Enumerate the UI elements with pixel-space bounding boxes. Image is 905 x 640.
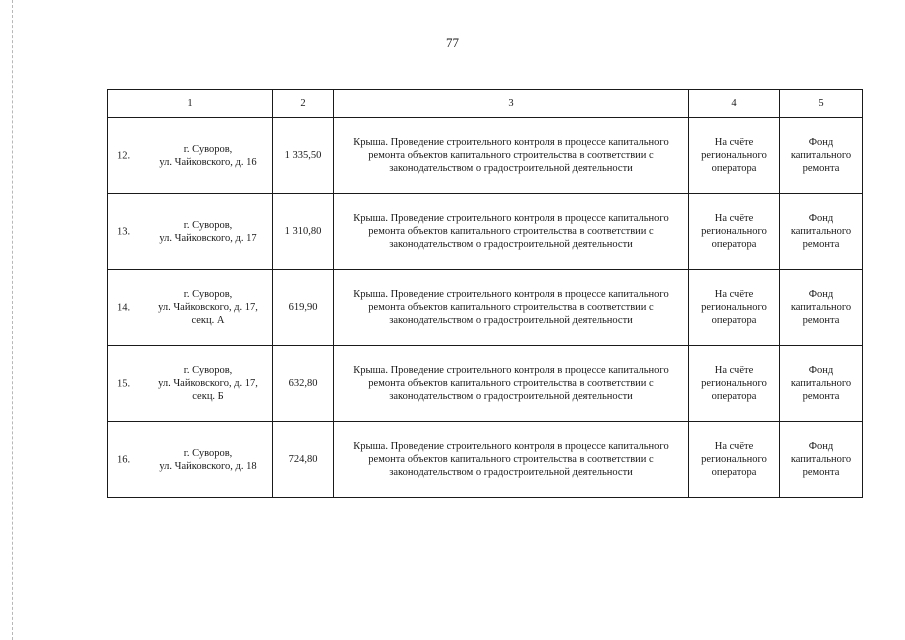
address-line-1: г. Суворов,	[183, 289, 233, 300]
row-number: 14.	[117, 302, 131, 313]
funding-source-cell: Фонд капитального ремонта	[780, 270, 863, 346]
address-line-2: ул. Чайковского, д. 18	[159, 460, 257, 472]
address-line-1: г. Суворов,	[183, 143, 233, 155]
address-line-2: ул. Чайковского, д. 16	[159, 156, 257, 168]
account-cell: На счёте регионального оператора	[689, 270, 780, 346]
funding-source-cell: Фонд капитального ремонта	[780, 346, 863, 422]
table-row	[108, 270, 863, 346]
address-line-2: ул. Чайковского, д. 17	[159, 232, 257, 244]
header-cell-3: 3	[334, 90, 689, 118]
header-cell-5: 5	[780, 90, 863, 118]
account-cell: На счёте регионального оператора	[689, 422, 780, 498]
work-description-cell: Крыша. Проведение строительного контроля в процессе капитального ремонта объектов капитального строительства в соответствии с законодательством о градостроительной деятельности	[334, 118, 689, 194]
area-cell: 632,80	[273, 346, 334, 422]
row-number: 13.	[117, 226, 131, 237]
address-line-2: ул. Чайковского, д. 17,	[158, 302, 258, 313]
header-cell-4: 4	[689, 90, 780, 118]
address-line-2: ул. Чайковского, д. 17,	[158, 378, 258, 389]
address-line-1: г. Суворов,	[183, 447, 233, 459]
row-number: 16.	[117, 454, 131, 465]
address-line-3: секц. Б	[192, 391, 224, 402]
table-header-row	[108, 90, 863, 118]
account-cell: На счёте регионального оператора	[689, 118, 780, 194]
table-row	[108, 194, 863, 270]
address-cell	[108, 118, 273, 194]
address-line-1: г. Суворов,	[183, 219, 233, 231]
funding-source-cell: Фонд капитального ремонта	[780, 118, 863, 194]
page-number: 77	[446, 35, 459, 50]
work-description-cell: Крыша. Проведение строительного контроля в процессе капитального ремонта объектов капитального строительства в соответствии с законодательством о градостроительной деятельности	[334, 270, 689, 346]
row-number: 12.	[117, 150, 131, 161]
address-cell	[108, 194, 273, 270]
funding-source-cell: Фонд капитального ремонта	[780, 194, 863, 270]
table-row	[108, 346, 863, 422]
binding-margin-line	[12, 0, 13, 640]
address-cell	[108, 346, 273, 422]
account-cell: На счёте регионального оператора	[689, 194, 780, 270]
works-table	[107, 89, 863, 498]
address-cell	[108, 422, 273, 498]
area-cell: 619,90	[273, 270, 334, 346]
area-cell: 724,80	[273, 422, 334, 498]
header-cell-1: 1	[108, 90, 273, 118]
funding-source-cell: Фонд капитального ремонта	[780, 422, 863, 498]
address-cell	[108, 270, 273, 346]
account-cell: На счёте регионального оператора	[689, 346, 780, 422]
table-row	[108, 422, 863, 498]
work-description-cell: Крыша. Проведение строительного контроля в процессе капитального ремонта объектов капитального строительства в соответствии с законодательством о градостроительной деятельности	[334, 194, 689, 270]
address-line-1: г. Суворов,	[183, 365, 233, 376]
address-line-3: секц. А	[191, 315, 225, 326]
header-cell-2: 2	[273, 90, 334, 118]
area-cell: 1 310,80	[273, 194, 334, 270]
table-row	[108, 118, 863, 194]
work-description-cell: Крыша. Проведение строительного контроля в процессе капитального ремонта объектов капитального строительства в соответствии с законодательством о градостроительной деятельности	[334, 422, 689, 498]
area-cell: 1 335,50	[273, 118, 334, 194]
row-number: 15.	[117, 378, 131, 389]
work-description-cell: Крыша. Проведение строительного контроля в процессе капитального ремонта объектов капитального строительства в соответствии с законодательством о градостроительной деятельности	[334, 346, 689, 422]
